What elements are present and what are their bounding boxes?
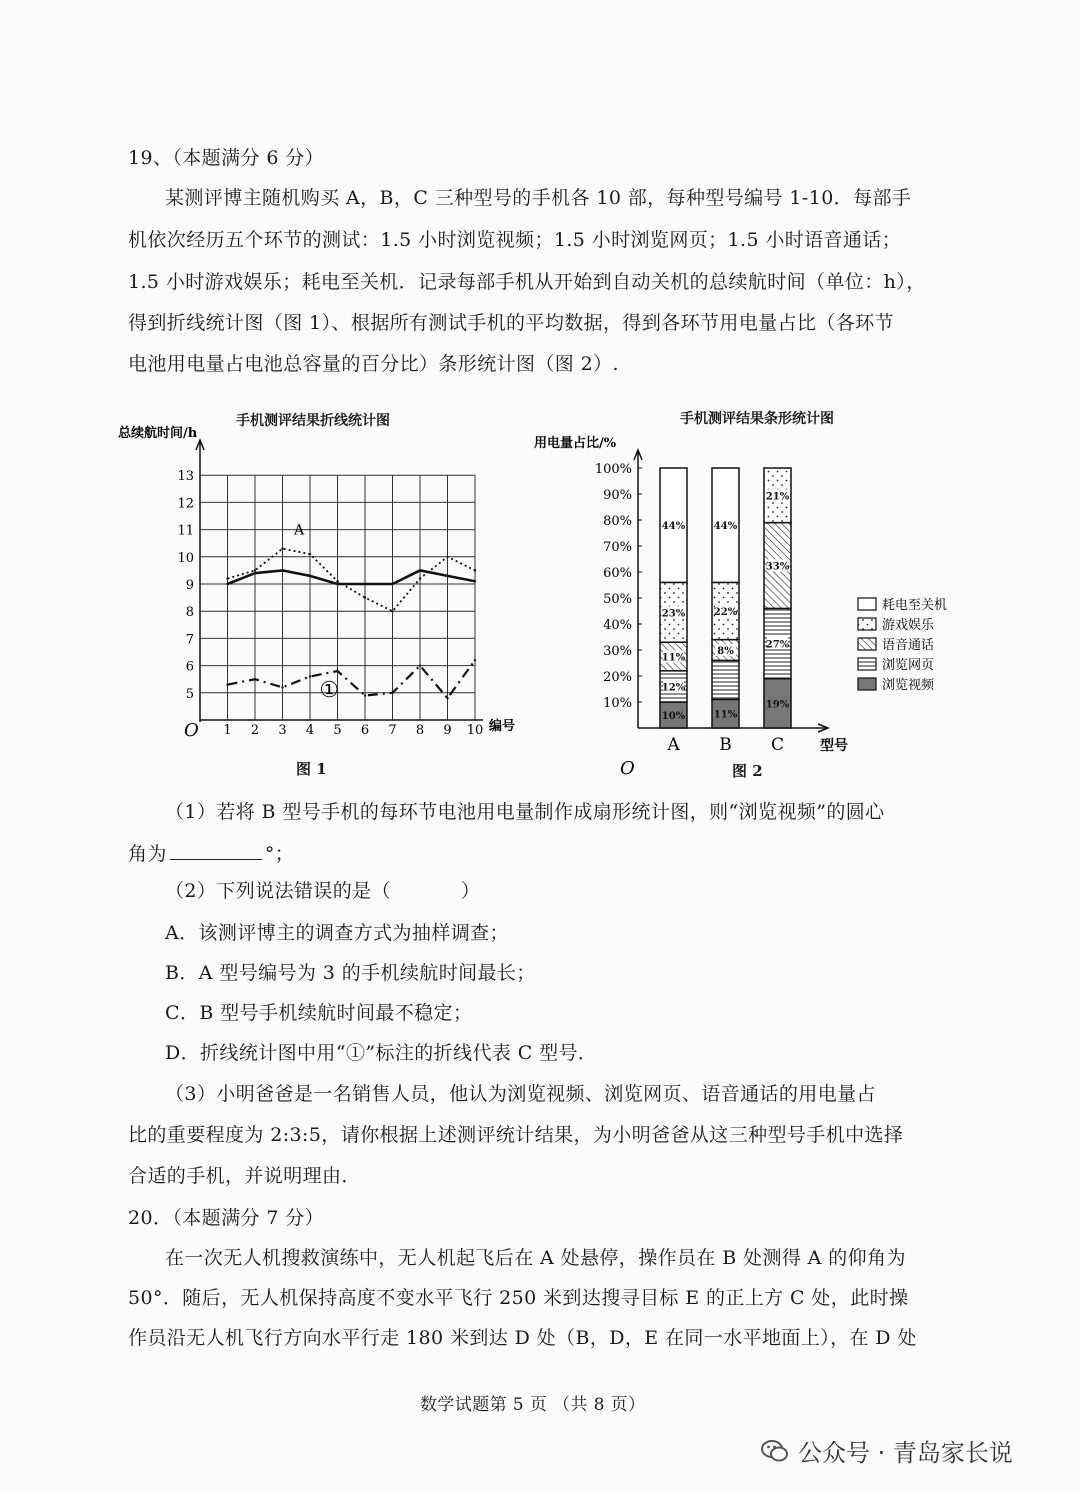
data-point: [391, 610, 393, 612]
sub1-post: °；: [264, 843, 295, 865]
data-point: [309, 553, 311, 555]
q19-sub3-line-3: 合适的手机，并说明理由．: [128, 1165, 361, 1187]
data-point: [226, 683, 228, 685]
legend-swatch: [858, 678, 876, 690]
series-label-a: A: [293, 522, 305, 539]
option-a: A．该测评博主的调查方式为抽样调查；: [165, 922, 509, 944]
bar-value-label: 33%: [765, 561, 790, 573]
q19-sub2: [165, 876, 480, 903]
q20-line-3: 作员沿无人机飞行方向水平行走 180 米到达 D 处（B，D，E 在同一水平地面上），在 D 处: [128, 1327, 917, 1349]
watermark-text: 公众号 · 青岛家长说: [798, 1439, 1013, 1467]
x-tick-label: 3: [278, 723, 287, 738]
bar-value-label: 22%: [713, 607, 738, 618]
legend-swatch: [858, 598, 876, 610]
bar-value-label: 12%: [661, 682, 686, 694]
y-tick-label: 10%: [603, 696, 632, 711]
option-b: B．A 型号编号为 3 的手机续航时间最长；: [165, 962, 536, 984]
data-point: [364, 583, 366, 585]
data-point: [336, 583, 338, 585]
data-point: [446, 697, 448, 699]
y-tick-label: 10: [177, 550, 194, 566]
y-tick-label: 60%: [603, 566, 632, 581]
bar-value-label: 11%: [661, 652, 686, 664]
figure-1-caption: 图 1: [296, 760, 327, 778]
q19-line-1: 某测评博主随机购买 A，B，C 三种型号的手机各 10 部，每种型号编号 1-10．每部手: [165, 187, 912, 209]
legend-label: 浏览网页: [882, 658, 935, 673]
option-c: C．B 型号手机续航时间最不稳定；: [165, 1002, 473, 1024]
y-tick-label: 9: [185, 578, 194, 593]
line-chart: [110, 420, 530, 785]
y-tick-label: 30%: [603, 644, 632, 659]
bar-value-label: 44%: [661, 521, 686, 533]
data-point: [254, 569, 256, 571]
legend-label: 耗电至关机: [882, 598, 948, 613]
sub1-pre: 角为: [128, 843, 167, 865]
series-line-2: [228, 570, 476, 584]
option-d: D．折线统计图中用“①”标注的折线代表 C 型号．: [165, 1042, 598, 1064]
chart2-title: 手机测评结果条形统计图: [680, 411, 834, 427]
wechat-icon: [760, 1438, 790, 1464]
q19-sub1-line-a: （1）若将 B 型号手机的每环节电池用电量制作成扇形统计图，则“浏览视频”的圆心: [165, 801, 885, 823]
data-point: [391, 583, 393, 585]
x-tick-label: 6: [360, 723, 370, 738]
data-point: [419, 577, 421, 579]
bar-value-label: 23%: [661, 608, 686, 620]
data-point: [336, 670, 338, 672]
y-axis-label: 用电量占比/%: [534, 436, 617, 451]
watermark: [760, 1433, 1013, 1468]
data-point: [419, 569, 421, 571]
x-tick-label: 8: [415, 723, 425, 738]
data-point: [281, 686, 283, 688]
chart1-title: 手机测评结果折线统计图: [236, 413, 390, 429]
sub2-pre: （2）下列说法错误的是（: [165, 880, 391, 902]
x-tick-label: A: [667, 735, 680, 755]
y-tick-label: 13: [177, 469, 194, 485]
data-point: [446, 575, 448, 577]
y-tick-label: 70%: [603, 540, 632, 555]
bar-value-label: 8%: [717, 646, 734, 657]
q19-sub3-line-2: 比的重要程度为 2:3:5，请你根据上述测评统计结果，为小明爸爸从这三种型号手机中选择: [128, 1124, 904, 1146]
series-line-1: [228, 549, 476, 612]
x-tick-label: B: [719, 735, 732, 755]
y-tick-label: 80%: [603, 514, 632, 529]
x-tick-label: 1: [223, 723, 232, 738]
legend-label: 语音通话: [882, 638, 935, 653]
answer-blank[interactable]: [170, 845, 262, 860]
bar-chart: [534, 420, 980, 785]
data-point: [446, 556, 448, 558]
x-tick-label: 2: [250, 723, 260, 738]
bar-value-label: 44%: [713, 521, 738, 533]
data-point: [336, 580, 338, 582]
q20-line-2: 50°．随后，无人机保持高度不变水平飞行 250 米到达搜寻目标 E 的正上方 C 处，此时操: [128, 1287, 909, 1309]
q19-line-3: 1.5 小时游戏娱乐；耗电至关机．记录每部手机从开始到自动关机的总续航时间（单位：h），: [128, 271, 926, 293]
y-axis-label: 总续航时间/h: [118, 426, 198, 441]
bar-value-label: 19%: [765, 699, 790, 711]
x-tick-label: C: [770, 735, 785, 755]
y-tick-label: 5: [185, 686, 194, 702]
data-point: [281, 569, 283, 571]
y-tick-label: 12: [177, 496, 194, 512]
data-point: [281, 547, 283, 549]
q19-header: 19、（本题满分 6 分）: [128, 147, 325, 169]
y-tick-label: 8: [185, 605, 194, 621]
q19-line-5: 电池用电量占电池总容量的百分比）条形统计图（图 2）.: [128, 353, 619, 375]
data-point: [474, 659, 476, 661]
sub2-post: ）: [460, 880, 481, 902]
y-tick-label: 20%: [603, 670, 632, 685]
bar-segment-b: [712, 660, 739, 699]
q19-sub3-line-1: （3）小明爸爸是一名销售人员，他认为浏览视频、浏览网页、语音通话的用电量占: [165, 1083, 876, 1105]
x-tick-label: 5: [333, 723, 342, 738]
y-tick-label: 50%: [603, 592, 632, 607]
q19-line-2: 机依次经历五个环节的测试：1.5 小时浏览视频；1.5 小时浏览网页；1.5 小时语音通话；: [128, 229, 902, 251]
page-footer: 数学试题第 5 页 （共 8 页）: [420, 1395, 646, 1415]
data-point: [226, 577, 228, 579]
data-point: [419, 664, 421, 666]
x-axis-label: 型号: [820, 738, 848, 754]
data-point: [309, 675, 311, 677]
legend-label: 浏览视频: [882, 678, 935, 693]
x-tick-label: 9: [443, 723, 452, 738]
y-tick-label: 90%: [603, 488, 632, 503]
legend-swatch: [858, 658, 876, 670]
y-tick-label: 7: [185, 632, 194, 648]
data-point: [254, 572, 256, 574]
data-point: [309, 575, 311, 577]
legend-label: 游戏娱乐: [882, 618, 935, 633]
origin-label: O: [620, 758, 635, 779]
series-label-1: ①: [319, 677, 340, 703]
legend-swatch: [858, 618, 876, 630]
data-point: [391, 692, 393, 694]
figure-2-caption: 图 2: [732, 762, 763, 780]
bar-value-label: 21%: [765, 491, 790, 503]
y-tick-label: 11: [177, 523, 194, 539]
y-tick-label: 100%: [594, 462, 632, 477]
bar-value-label: 11%: [713, 709, 738, 721]
data-point: [226, 583, 228, 585]
data-point: [254, 678, 256, 680]
data-point: [474, 580, 476, 582]
bar-value-label: 27%: [765, 639, 790, 651]
origin-label: O: [184, 720, 199, 741]
x-tick-label: 10: [466, 723, 484, 738]
x-tick-label: 4: [305, 723, 315, 738]
data-point: [364, 596, 366, 598]
y-tick-label: 6: [185, 659, 194, 675]
x-tick-label: 7: [388, 723, 397, 738]
q19-sub1-line-b: [128, 839, 294, 866]
y-tick-label: 40%: [603, 618, 632, 633]
data-point: [474, 569, 476, 571]
x-axis-label: 编号: [489, 719, 516, 734]
q20-line-1: 在一次无人机搜救演练中，无人机起飞后在 A 处悬停，操作员在 B 处测得 A 的仰角为: [165, 1247, 906, 1269]
legend-swatch: [858, 638, 876, 650]
bar-value-label: 10%: [661, 711, 686, 722]
data-point: [364, 694, 366, 696]
q19-line-4: 得到折线统计图（图 1）、根据所有测试手机的平均数据，得到各环节用电量占比（各环节: [128, 312, 895, 334]
q20-header: 20．（本题满分 7 分）: [128, 1207, 325, 1229]
